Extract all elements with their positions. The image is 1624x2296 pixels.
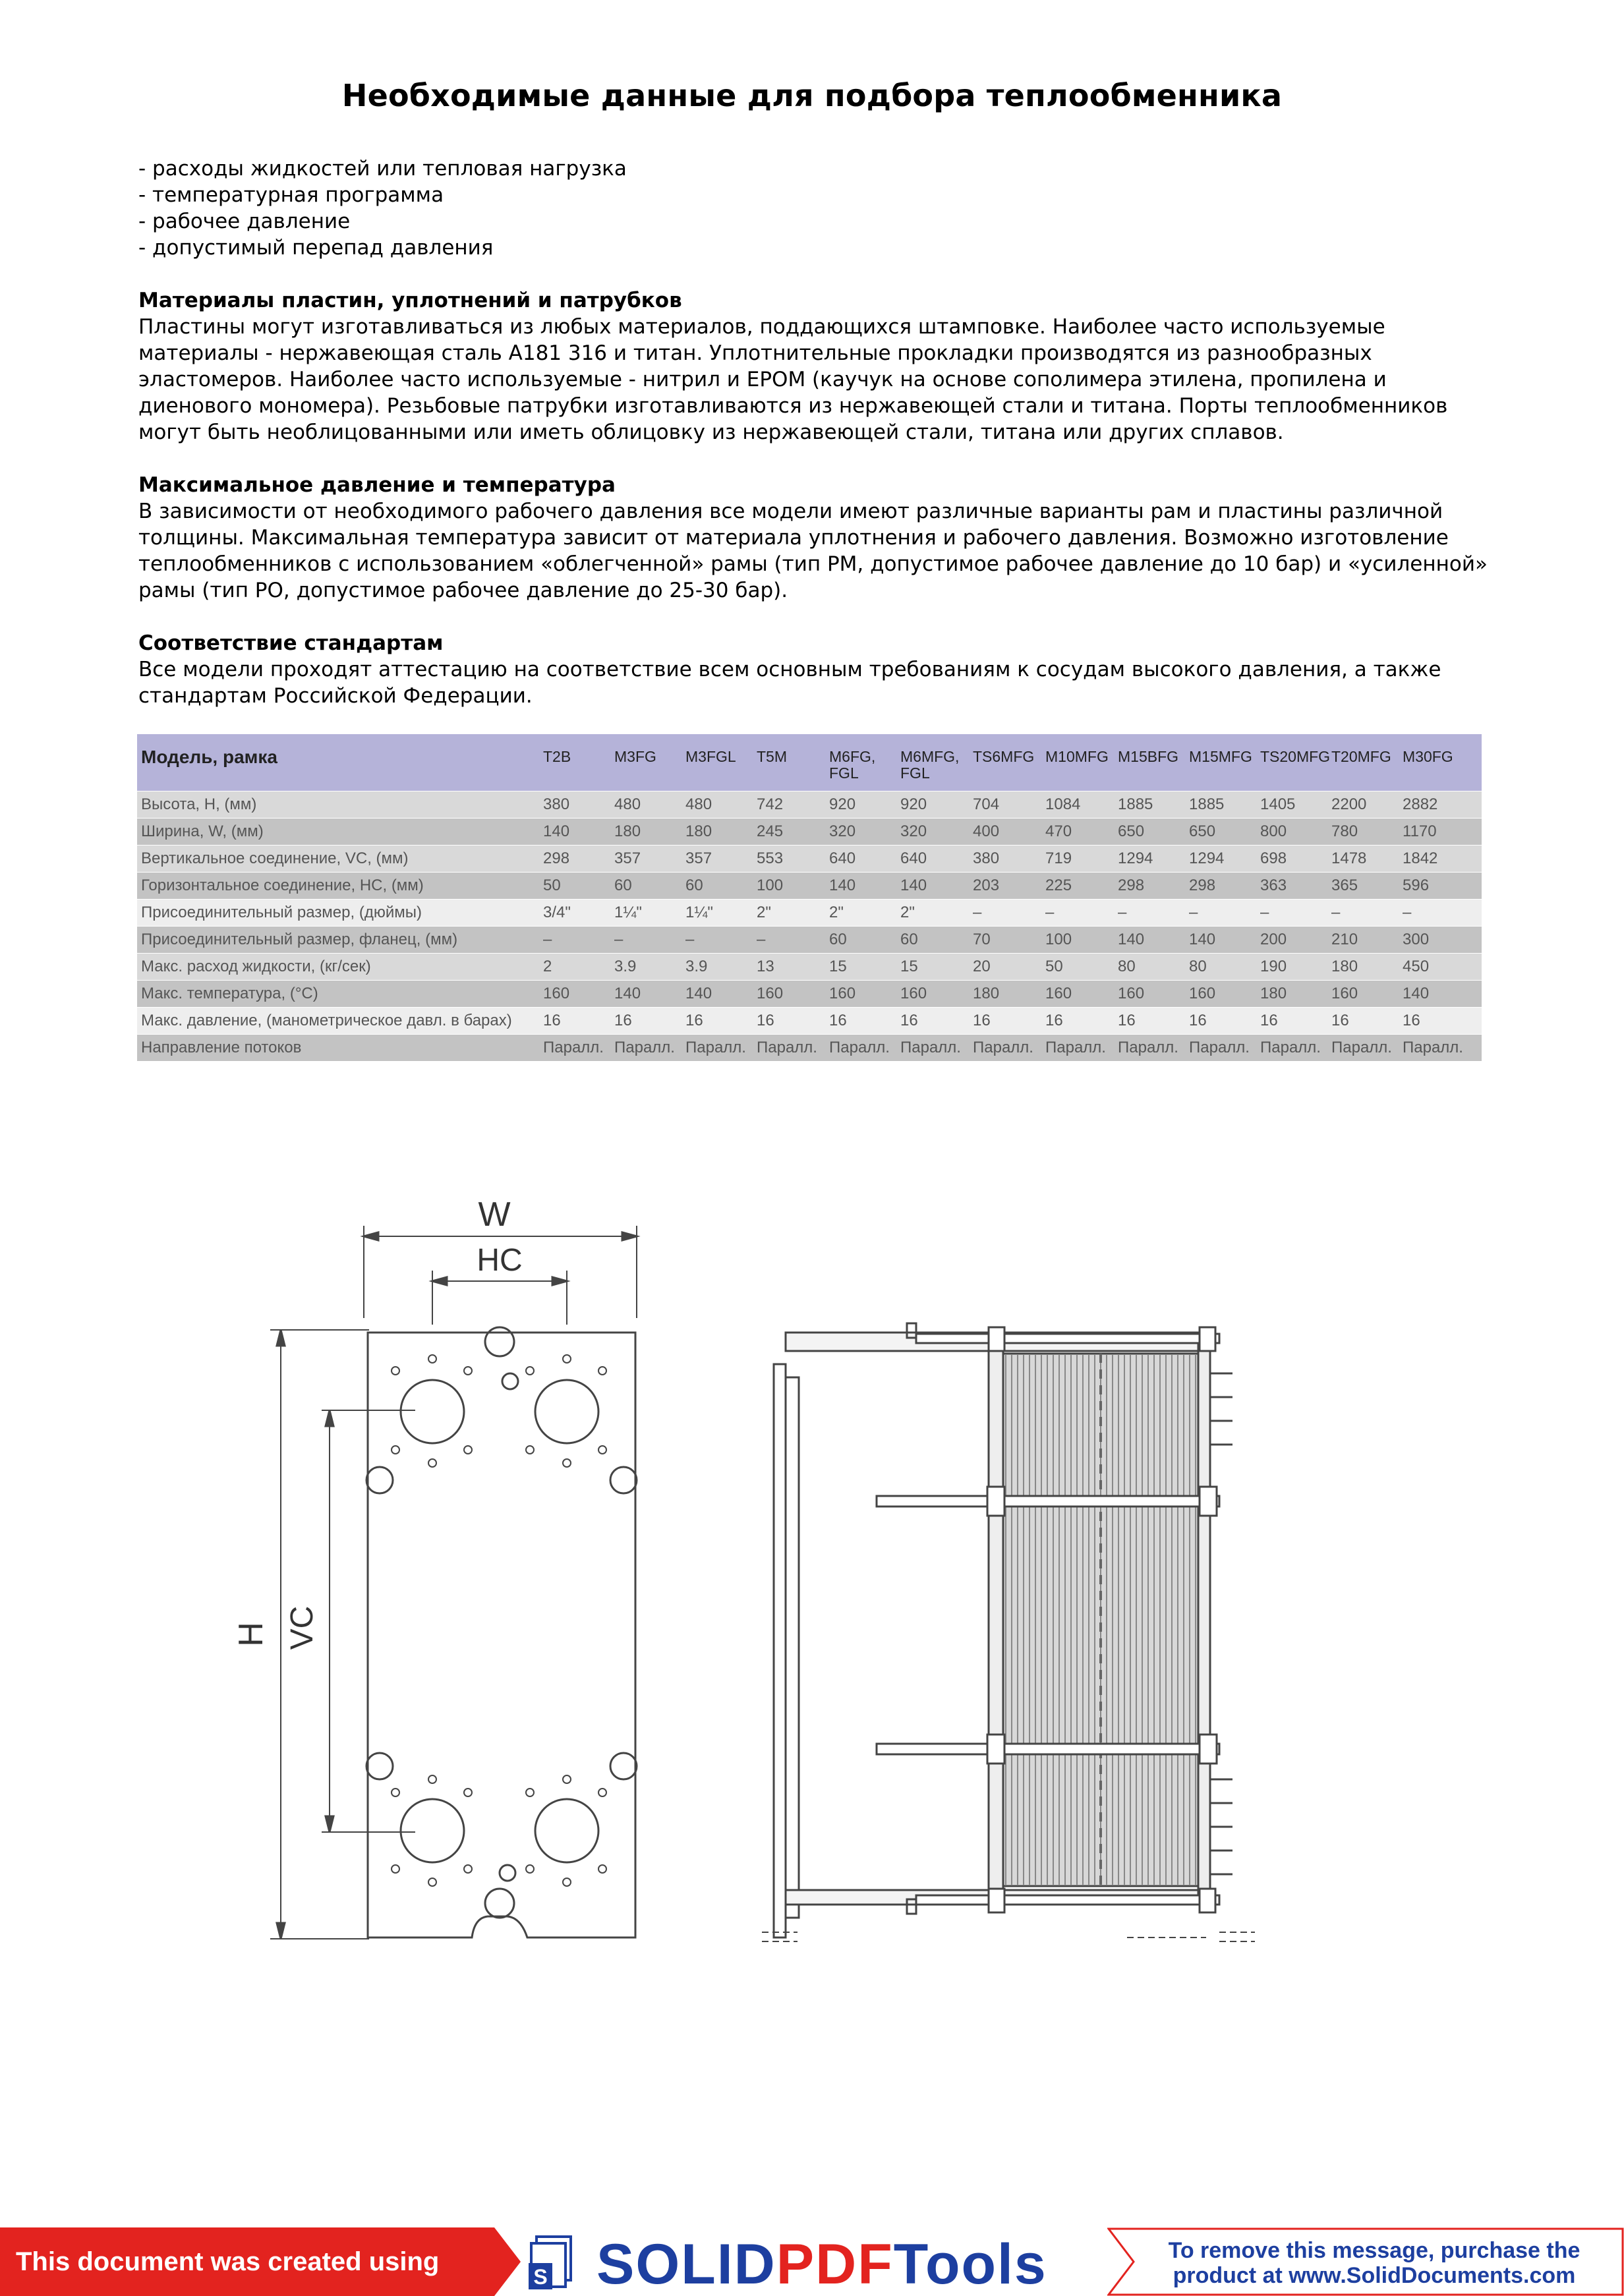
table-cell: Паралл. — [539, 1035, 610, 1062]
column-header: M30FG — [1399, 734, 1482, 791]
table-cell: – — [539, 927, 610, 954]
table-row — [137, 954, 1482, 981]
column-header: T20MFG — [1327, 734, 1399, 791]
table-cell: 450 — [1399, 954, 1482, 981]
column-header: M3FGL — [682, 734, 753, 791]
section-heading: Максимальное давление и температура — [138, 473, 616, 497]
table-cell: – — [1256, 900, 1327, 927]
table-cell: 15 — [825, 954, 896, 981]
table-cell: 50 — [1041, 954, 1114, 981]
table-cell: 2" — [896, 900, 969, 927]
table-cell: 1¼" — [682, 900, 753, 927]
spec-table — [137, 734, 1482, 1061]
table-cell: 2882 — [1399, 791, 1482, 818]
table-cell: 160 — [1114, 981, 1185, 1008]
row-label: Горизонтальное соединение, HC, (мм) — [137, 873, 539, 900]
section-body: Все модели проходят аттестацию на соответствие всем основным требованиям к сосудам высокого давления, а также стандартам Российской Федерации. — [138, 658, 1441, 708]
row-label: Направление потоков — [137, 1035, 539, 1062]
column-header: M6FG, FGL — [825, 734, 896, 791]
table-cell: 140 — [539, 818, 610, 846]
column-header: T2B — [539, 734, 610, 791]
table-cell: 1885 — [1114, 791, 1185, 818]
table-cell: 480 — [682, 791, 753, 818]
table-cell: 320 — [896, 818, 969, 846]
svg-text:S: S — [533, 2265, 548, 2289]
table-cell: – — [1041, 900, 1114, 927]
table-cell: 180 — [682, 818, 753, 846]
page-title: Необходимые данные для подбора теплообменника — [341, 78, 1283, 113]
vertical-connection-label: VC — [285, 1605, 320, 1650]
table-cell: 553 — [753, 846, 825, 873]
table-cell: 160 — [1185, 981, 1256, 1008]
column-header: M10MFG — [1041, 734, 1114, 791]
column-header: TS20MFG — [1256, 734, 1327, 791]
column-header: M15MFG — [1185, 734, 1256, 791]
table-cell: 470 — [1041, 818, 1114, 846]
solidpdf-logo-icon — [527, 2234, 587, 2293]
list-item: - рабочее давление — [138, 210, 351, 233]
table-row — [137, 900, 1482, 927]
table-row — [137, 1008, 1482, 1035]
table-cell: Паралл. — [610, 1035, 682, 1062]
table-cell: 140 — [610, 981, 682, 1008]
table-cell: 357 — [682, 846, 753, 873]
table-cell: 70 — [969, 927, 1041, 954]
width-label: W — [478, 1195, 511, 1234]
table-row — [137, 981, 1482, 1008]
table-cell: 20 — [969, 954, 1041, 981]
table-cell: 1294 — [1185, 846, 1256, 873]
table-cell: 300 — [1399, 927, 1482, 954]
table-cell: – — [753, 927, 825, 954]
table-cell: 3.9 — [610, 954, 682, 981]
table-cell: 16 — [753, 1008, 825, 1035]
column-header: M3FG — [610, 734, 682, 791]
table-cell: 357 — [610, 846, 682, 873]
table-cell: 698 — [1256, 846, 1327, 873]
table-cell: 1¼" — [610, 900, 682, 927]
table-cell: 16 — [1114, 1008, 1185, 1035]
table-row — [137, 873, 1482, 900]
table-cell: 380 — [539, 791, 610, 818]
table-cell: 140 — [825, 873, 896, 900]
table-cell: 140 — [682, 981, 753, 1008]
requirements-list — [138, 156, 627, 261]
table-cell: 100 — [753, 873, 825, 900]
table-cell: 1405 — [1256, 791, 1327, 818]
table-cell: Паралл. — [1185, 1035, 1256, 1062]
table-cell: 203 — [969, 873, 1041, 900]
table-cell: Паралл. — [1256, 1035, 1327, 1062]
exchanger-side-view — [762, 1323, 1255, 1941]
table-cell: 50 — [539, 873, 610, 900]
table-cell: 3/4" — [539, 900, 610, 927]
table-cell: 16 — [1256, 1008, 1327, 1035]
table-cell: 480 — [610, 791, 682, 818]
table-cell: 704 — [969, 791, 1041, 818]
table-cell: – — [1185, 900, 1256, 927]
table-cell: 140 — [1185, 927, 1256, 954]
table-cell: 298 — [1114, 873, 1185, 900]
table-cell: 225 — [1041, 873, 1114, 900]
table-cell: – — [1114, 900, 1185, 927]
height-label: H — [232, 1622, 270, 1647]
table-cell: 180 — [1256, 981, 1327, 1008]
table-cell: 100 — [1041, 927, 1114, 954]
row-label: Присоединительный размер, (дюймы) — [137, 900, 539, 927]
table-cell: – — [1327, 900, 1399, 927]
table-cell: 640 — [825, 846, 896, 873]
table-cell: 60 — [682, 873, 753, 900]
table-cell: Паралл. — [1399, 1035, 1482, 1062]
table-cell: Паралл. — [753, 1035, 825, 1062]
table-cell: 140 — [896, 873, 969, 900]
horizontal-connection-label: HC — [477, 1243, 523, 1278]
table-cell: 320 — [825, 818, 896, 846]
column-header: M6MFG, FGL — [896, 734, 969, 791]
table-cell: 80 — [1114, 954, 1185, 981]
table-cell: 13 — [753, 954, 825, 981]
table-cell: 380 — [969, 846, 1041, 873]
plate-front-view — [232, 1195, 637, 1939]
table-cell: 160 — [1327, 981, 1399, 1008]
table-cell: 2" — [753, 900, 825, 927]
table-cell: 780 — [1327, 818, 1399, 846]
table-cell: 400 — [969, 818, 1041, 846]
table-cell: 180 — [610, 818, 682, 846]
table-cell: 16 — [896, 1008, 969, 1035]
section-body: Пластины могут изготавливаться из любых материалов, поддающихся штамповке. Наиболее часто используемые материалы - нержавеющая сталь A181 316 и титан. Уплотнительные прокладки производятся из разнообразных эластомеров. Наиболее часто используемые - нитрил и EPOM (каучук на основе сополимера этилена, пропилена и диенового мономера). Резьбовые патрубки изготавливаются из нержавеющей стали и титана. Порты теплообменников могут быть необлицованными или иметь облицовку из нержавеющей стали, титана или других сплавов. — [138, 315, 1448, 444]
table-cell: Паралл. — [682, 1035, 753, 1062]
column-header: TS6MFG — [969, 734, 1041, 791]
table-cell: 140 — [1399, 981, 1482, 1008]
table-cell: 16 — [539, 1008, 610, 1035]
column-header: M15BFG — [1114, 734, 1185, 791]
table-row — [137, 1035, 1482, 1062]
section-heading: Материалы пластин, уплотнений и патрубков — [138, 289, 682, 312]
table-row — [137, 818, 1482, 846]
table-cell: 2 — [539, 954, 610, 981]
table-cell: 160 — [896, 981, 969, 1008]
column-header: Модель, рамка — [137, 734, 539, 791]
table-cell: – — [1399, 900, 1482, 927]
row-label: Присоединительный размер, фланец, (мм) — [137, 927, 539, 954]
table-cell: 800 — [1256, 818, 1327, 846]
table-cell: 1294 — [1114, 846, 1185, 873]
table-cell: 140 — [1114, 927, 1185, 954]
table-cell: 245 — [753, 818, 825, 846]
table-cell: 16 — [682, 1008, 753, 1035]
table-cell: 719 — [1041, 846, 1114, 873]
table-cell: 160 — [753, 981, 825, 1008]
table-cell: 298 — [1185, 873, 1256, 900]
table-cell: 160 — [1041, 981, 1114, 1008]
table-row — [137, 927, 1482, 954]
table-cell: – — [682, 927, 753, 954]
section-body: В зависимости от необходимого рабочего давления все модели имеют различные варианты рам и пластины различной толщины. Максимальная температура зависит от материала уплотнения и рабочего давления. Возможно изготовление теплообменников с использованием «облегченной» рамы (тип PM, допустимое рабочее давление до 10 бар) и «усиленной» рамы (тип PO, допустимое рабочее давление до 25-30 бар). — [138, 500, 1488, 602]
heat-exchanger-drawings — [218, 1186, 1404, 2003]
column-header: T5M — [753, 734, 825, 791]
row-label: Макс. расход жидкости, (кг/сек) — [137, 954, 539, 981]
table-cell: 363 — [1256, 873, 1327, 900]
banner-left-text: This document was created using — [16, 2247, 440, 2276]
table-cell: 200 — [1256, 927, 1327, 954]
table-cell: 210 — [1327, 927, 1399, 954]
table-cell: 298 — [539, 846, 610, 873]
table-cell: 180 — [1327, 954, 1399, 981]
table-cell: 1885 — [1185, 791, 1256, 818]
table-cell: 920 — [825, 791, 896, 818]
table-cell: 2200 — [1327, 791, 1399, 818]
table-cell: 650 — [1185, 818, 1256, 846]
table-cell: 16 — [1185, 1008, 1256, 1035]
table-cell: 160 — [825, 981, 896, 1008]
table-cell: 650 — [1114, 818, 1185, 846]
table-cell: 920 — [896, 791, 969, 818]
row-label: Макс. температура, (°C) — [137, 981, 539, 1008]
table-header-row — [137, 734, 1482, 791]
brand-wordmark: SOLIDPDFTools — [596, 2233, 1047, 2296]
table-cell: 16 — [825, 1008, 896, 1035]
table-cell: 1084 — [1041, 791, 1114, 818]
table-cell: 16 — [1399, 1008, 1482, 1035]
table-cell: 60 — [610, 873, 682, 900]
banner-purchase-message[interactable]: To remove this message, purchase the product at www.SolidDocuments.com — [1168, 2238, 1580, 2288]
table-cell: 742 — [753, 791, 825, 818]
table-cell: 160 — [539, 981, 610, 1008]
table-cell: Паралл. — [896, 1035, 969, 1062]
row-label: Вертикальное соединение, VC, (мм) — [137, 846, 539, 873]
table-cell: 16 — [1041, 1008, 1114, 1035]
table-cell: 1478 — [1327, 846, 1399, 873]
pressure-section — [138, 472, 1490, 604]
table-cell: 640 — [896, 846, 969, 873]
table-cell: 2" — [825, 900, 896, 927]
standards-section — [138, 630, 1490, 709]
table-cell: Паралл. — [825, 1035, 896, 1062]
list-item: - допустимый перепад давления — [138, 236, 494, 260]
table-cell: 3.9 — [682, 954, 753, 981]
section-heading: Соответствие стандартам — [138, 631, 444, 655]
table-cell: 60 — [896, 927, 969, 954]
table-cell: Паралл. — [1327, 1035, 1399, 1062]
materials-section — [138, 287, 1490, 445]
table-cell: 15 — [896, 954, 969, 981]
list-item: - расходы жидкостей или тепловая нагрузка — [138, 157, 627, 181]
table-cell: 1842 — [1399, 846, 1482, 873]
table-cell: 180 — [969, 981, 1041, 1008]
watermark-banner — [0, 2227, 1624, 2296]
table-cell: 16 — [969, 1008, 1041, 1035]
table-cell: 365 — [1327, 873, 1399, 900]
table-cell: 1170 — [1399, 818, 1482, 846]
table-cell: – — [610, 927, 682, 954]
table-cell: – — [969, 900, 1041, 927]
table-row — [137, 846, 1482, 873]
table-cell: 16 — [1327, 1008, 1399, 1035]
table-cell: 596 — [1399, 873, 1482, 900]
list-item: - температурная программа — [138, 183, 444, 207]
table-cell: Паралл. — [1041, 1035, 1114, 1062]
table-cell: 190 — [1256, 954, 1327, 981]
table-cell: 80 — [1185, 954, 1256, 981]
table-row — [137, 791, 1482, 818]
row-label: Высота, H, (мм) — [137, 791, 539, 818]
row-label: Макс. давление, (манометрическое давл. в барах) — [137, 1008, 539, 1035]
row-label: Ширина, W, (мм) — [137, 818, 539, 846]
table-cell: Паралл. — [1114, 1035, 1185, 1062]
table-cell: 60 — [825, 927, 896, 954]
table-cell: Паралл. — [969, 1035, 1041, 1062]
table-cell: 16 — [610, 1008, 682, 1035]
